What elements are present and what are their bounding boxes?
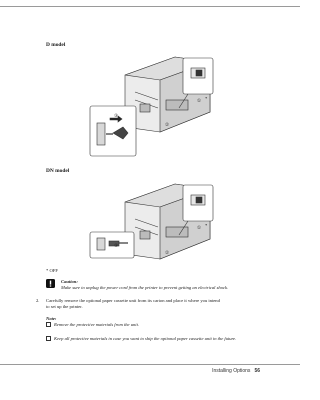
checkbox-bullet-icon	[46, 336, 51, 341]
note-item-text: Keep all protective materials in case you want to ship the optional paper cassette unit in the future.	[54, 336, 237, 341]
dn-model-drawing	[0, 170, 300, 280]
footer	[212, 368, 260, 374]
note-item-text: Remove the protective materials from the unit.	[54, 322, 140, 327]
dn-model-callout-1: ①	[197, 225, 202, 230]
step-text-line2: to set up the printer.	[46, 304, 83, 309]
dn-model-asterisk: *	[205, 223, 208, 228]
step-number: 2.	[36, 298, 40, 303]
dn-model-callout-3: ③	[114, 243, 119, 248]
d-model-callout-1: ①	[197, 98, 202, 103]
section-title-d-model: D model	[46, 42, 66, 48]
section-title-dn-model: DN model	[46, 168, 70, 174]
off-note: * OFF	[46, 268, 58, 273]
dn-model-figure	[0, 0, 300, 100]
step-text-line1: Carefully remove the optional paper cassette unit from its carton and place it where you intend	[46, 298, 220, 303]
footer-rule	[0, 364, 300, 365]
caution-text: Make sure to unplug the power cord from the printer to prevent getting an electrical shock.	[61, 285, 229, 290]
d-model-callout-3: ③	[114, 113, 119, 118]
dn-model-callout-2: ②	[165, 250, 170, 255]
checkbox-bullet-icon	[46, 322, 51, 327]
dn-model-cable-inset	[90, 232, 134, 258]
note-item	[46, 336, 236, 342]
caution-title: Caution:	[61, 279, 78, 284]
caution-icon	[46, 279, 55, 288]
page-number: 56	[254, 368, 260, 374]
d-model-callout-2: ②	[165, 122, 170, 127]
note-title: Note:	[46, 316, 57, 321]
note-item	[46, 322, 139, 328]
d-model-cable-inset	[90, 106, 136, 156]
d-model-asterisk: *	[205, 96, 208, 101]
footer-section-title: Installing Options	[212, 368, 251, 374]
